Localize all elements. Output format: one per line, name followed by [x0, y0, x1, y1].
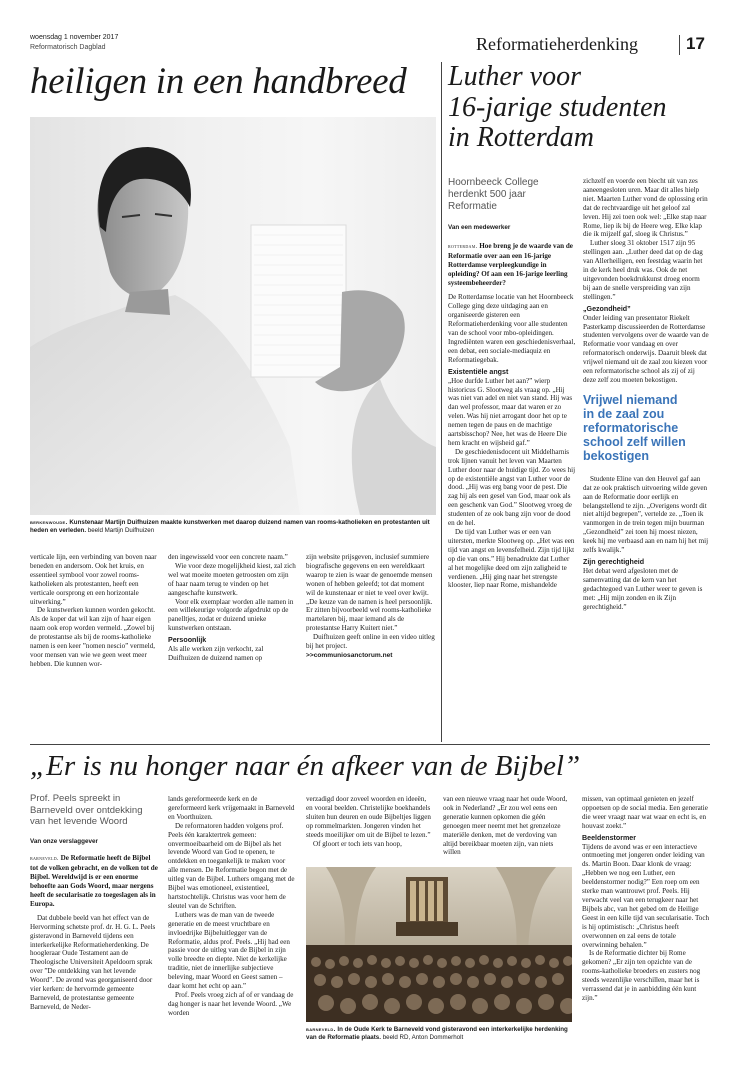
masthead-divider [679, 35, 680, 55]
subheading: Zijn gerechtigheid [583, 558, 645, 566]
intro-line: Reformatie [448, 201, 497, 212]
headline-line: in Rotterdam [448, 122, 594, 153]
paragraph: lands gereformeerde kerk en de gereformeerd kerk vrijgemaakt in Barneveld en Voorthuizen. [168, 795, 295, 821]
page-number: 17 [686, 34, 705, 53]
paragraph: „Hoe durfde Luther het aan?” wierp historicus G. Slootweg als vraag op. „Hij was niet van adel en niet van stand. Hij was dan wel professor, maar dat waren er zo velen. Was hij niet arrogant door het op te nemen tegen de paus en de machtige aartsbisschop? Nee, het was de Heere Die hem kracht en wijsheid gaf.” [448, 376, 573, 447]
paragraph: De kunstwerken kunnen worden gekocht. Als de koper dat wil kan zijn of haar eigen naam ook erop worden vermeld. „Zowel bij de protestantse als bij de rooms-katholieke namen is een keer ”nomen nescio” vermeld, voor mensen van wie we geen weet meer hebben. Die kunnen wor- [30, 606, 156, 668]
headline-line: Luther voor [448, 61, 581, 92]
byline: Van onze verslaggever [30, 837, 98, 845]
paragraph: missen, van optimaal genieten en jezelf oppoetsen op de social media. Een generatie die weer vraagt naar wat waar en echt is, en houvast zoekt.” [582, 795, 708, 830]
luther-headline [448, 62, 718, 154]
intro-line: Barneveld over ontdekking [30, 804, 143, 816]
church-photo-caption [306, 1026, 574, 1042]
intro-line: herdenkt 500 jaar [448, 189, 526, 200]
paragraph: den ingewisseld voor een concrete naam.” [168, 553, 288, 561]
bottom-col3 [306, 795, 433, 848]
church-photo [306, 867, 572, 1022]
paragraph: Is de Reformatie dichter bij Rome gekomen? „Er zijn ten opzichte van de rooms-katholieke broeders en zusters nog steeds wezenlijke verschillen, maar het is verrassend dat je in aanbidding één kunt zijn.” [582, 949, 701, 1002]
paragraph: Duifhuizen geeft online in een video uitleg bij het project. [306, 633, 435, 651]
subheading: Persoonlijk [168, 636, 207, 645]
luther-col1 [448, 177, 576, 590]
paragraph: zichzelf en voerde een biecht uit van zes aaneengesloten uren. Maar dit alles hielp niet. Maarten Luther vond de oplossing erin dat de rechtvaardige uit het geloof zal leven. Hij zei toen ook wel: „Elke stap naar Rome, liep ik bij de Heere weg. Elke klap die ik mijzelf gaf, sloeg ik Christus.” [583, 177, 708, 239]
bottom-col2 [168, 795, 296, 1018]
paragraph: zijn website prijsgeven, inclusief summiere biografische gegevens en een wereldkaart waarop te zien is waar de genoemde mensen wonen of hebben geleefd; tot dat moment wil de kunstenaar er niet te veel over kwijt. „De keuze van de namen is heel persoonlijk. Er zitten bijvoorbeeld wel rooms-katholieke martelaren bij, maar iemand als de protestantse Harry Kuitert niet.” [306, 553, 433, 633]
bottom-intro [30, 793, 158, 828]
caption-credit: beeld Martijn Duifhuizen [87, 527, 155, 534]
caption-place: barneveld. [306, 1026, 336, 1033]
subheading: Beeldenstormer [582, 833, 637, 842]
top-article-col1 [30, 553, 157, 669]
paragraph: Het debat werd afgesloten met de samenvatting dat de kern van het gedachtegoed van Luther weer te geven is met: „Hij mijn zonden en ik Zijn gerechtigheid.” [583, 566, 703, 611]
top-photo-caption [30, 519, 435, 535]
paragraph: Studente Eline van den Heuvel gaf aan dat ze ook praktisch uitvoering wilde geven aan de Reformatie door eerlijk en belangstellend te zijn. „Overigens wordt dit niet altijd begrepen”, vertelde ze. „Toen ik vanmorgen in de trein tegen mijn buurman „Gezondheid” zei toen hij moest niezen, keek hij me verbaasd aan en nam hij het mij zelfs kwalijk.” [583, 474, 709, 555]
paragraph: Prof. Peels vroeg zich af of er vandaag de dag honger is naar het levende Woord. „We worden [168, 990, 294, 1017]
top-article-col3 [306, 553, 435, 661]
top-article-col2 [168, 553, 296, 663]
lead-text: De Reformatie heeft de Bijbel tot de volken gebracht, en de volken tot de Bijbel. Wereldwijd is er een enorme behoefte aan Gods Woord, maar nergens heeft de secularisatie zo toegeslagen als in Europa. [30, 854, 158, 908]
artist-photo [30, 117, 436, 515]
bottom-col1 [30, 793, 158, 1012]
section-title: Reformatieherdenking [476, 34, 638, 54]
luther-col2 [583, 177, 709, 611]
pullquote-line: Vrijwel niemand [583, 392, 678, 407]
pullquote-line: in de zaal zou [583, 406, 665, 421]
paragraph: De geschiedenisdocent uit Middelharnis trok lijnen vanuit het leven van Maarten Luther door naar de huidige tijd. Zo wees hij op de existentiële angst van Luther voor de dood. „Hij was erg bang voor de pest. Die zag hij als een gesel van God, maar ook als een geschenk van God.” Slootweg vroeg de studenten of ze ook bang zijn voor de dood en de hel. [448, 447, 576, 528]
paragraph: De reformatoren hadden volgens prof. Peels één karaktertrek gemeen: onvermoeibaarheid om de Bijbel als het levende Woord van God te openen, te ontdekken en toegankelijk te maken voor alle mensen. De Reformatie begon met de uitleg van de Bijbel. Luthers omgang met de Bijbel was emotioneel, existentieel, hartstochtelijk. Christus was voor hem de sleutel van de Schriften. [168, 821, 295, 910]
pullquote-line: school zelf willen [583, 434, 686, 449]
lead-paragraph [30, 854, 158, 908]
dateline: barneveld. [30, 855, 59, 863]
lead-paragraph [448, 242, 576, 288]
subheading: Existentiële angst [448, 367, 509, 376]
top-headline: heiligen in een handbreed [30, 61, 407, 102]
paragraph: Wie voor deze mogelijkheid kiest, zal zich wel wat moeite moeten getroosten om zijn of haar naam terug te vinden op het aangeschafte kunstwerk. [168, 561, 296, 597]
headline-line: 16-jarige studenten [448, 91, 667, 123]
caption-text: In de Oude Kerk te Barneveld vond gisteravond een interkerkelijke herdenking van de Reformatie plaats. [306, 1026, 568, 1041]
paragraph: Als alle werken zijn verkocht, zal Duifhuizen de duizend namen op [168, 645, 264, 662]
bottom-col5 [582, 795, 710, 1003]
lead-text: Hoe breng je de waarde van de Reformatie over aan een 16-jarige Rotterdamse verpleegkundige in opleiding? Of aan een 16-jarige leerling systeembeheerder? [448, 241, 573, 287]
pullquote-line: bekostigen [583, 448, 649, 463]
paragraph: Onder leiding van presentator Riekelt Pasterkamp discussieerden de Rotterdamse studenten vervolgens over de waarde van de Reformatie voor vandaag en over reformatorisch onderwijs. Daaruit bleek dat vrijwel niemand uit de zaal zou kiezen voor een reformatorische school als zij of zij deze zelf zou moeten bekostigen. [583, 313, 709, 384]
church-illustration [306, 867, 572, 1022]
paragraph: van een nieuwe vraag naar het oude Woord, ook in Nederland? „Er zou wel eens een generatie kunnen opkomen die géén genoegen meer neemt met het grenzeloze materiële denken, met de verdoving van altijd bereikbaar moeten zijn, van niets willen [443, 795, 568, 857]
masthead-date: woensdag 1 november 2017 [30, 34, 119, 41]
pullquote [583, 393, 709, 463]
paragraph: Luther sloeg 31 oktober 1517 zijn 95 stellingen aan. „Luther deed dat op de dag van Allerheiligen, een feestdag waarin het in de kerk heel druk was. Ook de net uitgevonden boekdrukkunst droeg enorm bij aan de snelle verspreiding van zijn stellingen.” [583, 239, 703, 301]
paragraph: Tijdens de avond was er een interactieve ontmoeting met jongeren onder leiding van ds. Martin Boon. Daar klonk de vraag: „Hebben we nog een Luther, een beeldenstormer nodig?” Een roep om een sterke man wantrouwt prof. Peels. Hij verwacht veel van een terugkeer naar het Bijbels abc, van het gebed om de Heilige Geest in een kille tijd van secularisatie. Toch is hij optimistisch: „Christus heeft overwonnen en zal eens de totale overwinning behalen.” [582, 842, 710, 949]
masthead-paper: Reformatorisch Dagblad [30, 44, 106, 51]
dateline: rotterdam. [448, 242, 478, 250]
paragraph: De Rotterdamse locatie van het Hoornbeeck College ging deze uitdaging aan en organiseerde gisteren een Reformatieherdenking voor alle studenten van de school voor mbo-opleidingen. Ingrediënten waren een geschiedenisverhaal, een debat, een sociale-mediaquiz en Reformatiegebak. [448, 293, 576, 364]
paragraph: verzadigd door zoveel woorden en ideeën, en vooral beelden. Christelijke boekhandels sluiten hun deuren en oude Bijbeltjes liggen op rommelmarkten. Jongeren vinden het steeds moeilijker om uit de Bijbel te lezen.” [306, 795, 431, 839]
website-link[interactable]: >>communiosanctorum.net [306, 651, 393, 659]
paragraph: Dat dubbele beeld van het effect van de Hervorming schetste prof. dr. H. G. L. Peels gisteravond in Barneveld tijdens een interkerkelijke Reformatieherdenking. De hoogleraar Oude Testament aan de Theologische Universiteit Apeldoorn sprak over ”De ontdekking van het levende Woord”. De avond was georganiseerd door vier kerken: de hervormde gemeente Barneveld, de protestantse gemeente Barneveld, de Neder- [30, 913, 156, 1011]
section-rule [30, 744, 710, 745]
photo-illustration [30, 117, 436, 515]
paragraph: Of gloort er toch iets van hoop, [313, 839, 402, 848]
paragraph: verticale lijn, een verbinding van boven naar beneden en andersom. Ook het kruis, en essentieel symbool voor zowel rooms-katholieken als protestanten, heeft een verticale oorsprong en een horizontale uitwerking.” [30, 553, 157, 606]
bottom-headline: „Er is nu honger naar én afkeer van de Bijbel” [30, 750, 581, 782]
intro-line: van het levende Woord [30, 816, 128, 827]
paragraph: Voor elk exemplaar worden alle namen in een willekeurige volgorde afgedrukt op de panelltjes, zodat er duizend unieke kunstwerken ontstaan. [168, 597, 294, 633]
paragraph: De tijd van Luther was er een van uitersten, merkte Slootweg op. „Het was een tijd van angst en levensfelheid. Zijn tijd lijkt op die van ons.” Hij benadrukte dat Luther al het mogelijke deed om zijn zaligheid te verdienen. „Hij ging naar het strengste klooster, liep naar Rome, mishandelde [448, 528, 575, 590]
intro-line: Hoornbeeck College [448, 177, 539, 188]
caption-place: berkenwoude. [30, 519, 68, 526]
luther-intro [448, 177, 576, 213]
bottom-col4 [443, 795, 571, 857]
caption-credit: beeld RD, Anton Dommerholt [382, 1034, 464, 1041]
subheading: „Gezondheid” [583, 304, 631, 313]
byline: Van een medewerker [448, 224, 511, 231]
intro-line: Prof. Peels spreekt in [30, 793, 121, 804]
paragraph: Luthers was de man van de tweede generatie en de meest vruchtbare en invloedrijke Bijbeluitlegger van de Reformatie, aldus prof. Peels. „Hij had een passie voor de uitleg van de Bijbel in zijn volle breedte en diepte. Niet de kerkelijke traditie, niet de innerlijke subjectieve beleving, maar Woord en Geest samen – daar komt het echt op aan.” [168, 910, 290, 991]
pullquote-line: reformatorische [583, 420, 679, 435]
caption-text: Kunstenaar Martijn Duifhuizen maakte kunstwerken met daarop duizend namen van rooms-katholieken en protestanten uit heden en verleden. [30, 519, 430, 534]
column-divider [441, 62, 442, 742]
